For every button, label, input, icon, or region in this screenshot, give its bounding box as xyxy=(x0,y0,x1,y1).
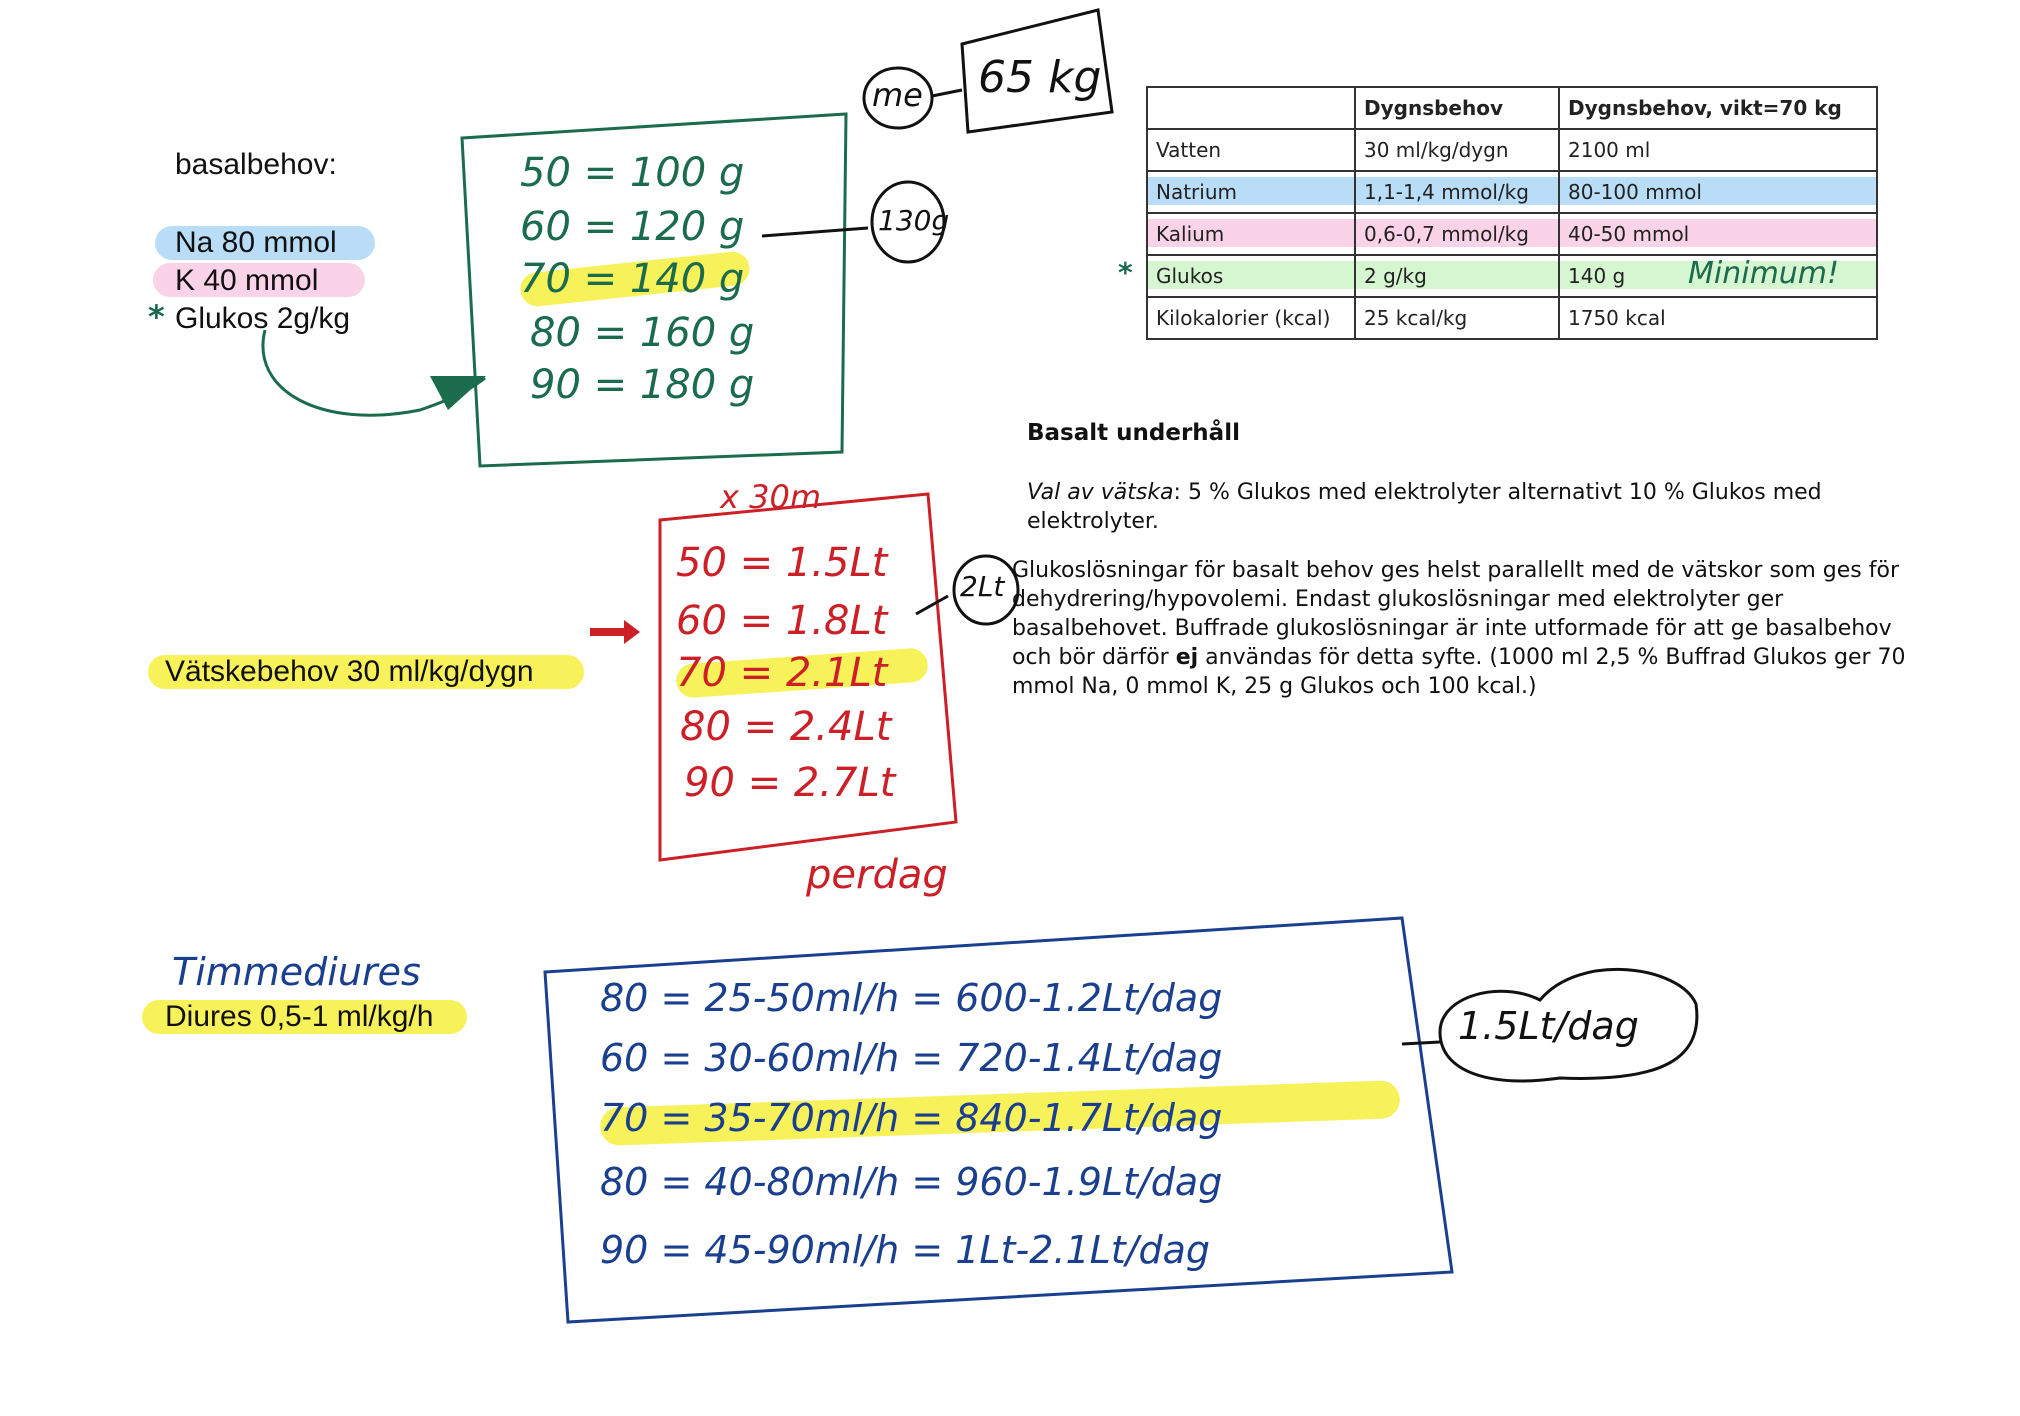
per-day-label: perdag xyxy=(806,852,948,898)
glucose-row: 70 = 140 g xyxy=(520,256,745,302)
glucose-circle-note: 130g xyxy=(878,204,950,237)
fluid-multiplier: x 30m xyxy=(720,478,821,516)
table-header-row xyxy=(1147,87,1877,129)
me-label: me xyxy=(872,76,923,114)
table-cell: 0,6-0,7 mmol/kg xyxy=(1355,213,1559,255)
table-row xyxy=(1147,129,1877,171)
k-text: K 40 mmol xyxy=(175,264,319,297)
table-cell: Natrium xyxy=(1147,171,1355,213)
table-cell: Vatten xyxy=(1147,129,1355,171)
diuresis-connector xyxy=(1402,1042,1440,1044)
table-row xyxy=(1147,297,1877,339)
table-row xyxy=(1147,213,1877,255)
glucose-row: 80 = 160 g xyxy=(530,310,755,356)
diuresis-handwritten-heading: Timmediures xyxy=(172,950,421,994)
fluid-need-text: Vätskebehov 30 ml/kg/dygn xyxy=(165,655,534,688)
glucose-connector xyxy=(762,228,868,236)
table-cell: 30 ml/kg/dygn xyxy=(1355,129,1559,171)
table-cell: 1,1-1,4 mmol/kg xyxy=(1355,171,1559,213)
diuresis-row: 80 = 25-50ml/h = 600-1.2Lt/dag xyxy=(600,976,1223,1020)
basalt-heading: Basalt underhåll xyxy=(1027,420,1240,446)
basal-heading: basalbehov: xyxy=(175,148,337,181)
table-header-cell xyxy=(1147,87,1355,129)
table-cell: Kalium xyxy=(1147,213,1355,255)
table-cell: 140 g xyxy=(1559,255,1877,297)
fluid-row: 50 = 1.5Lt xyxy=(676,540,888,586)
na-text: Na 80 mmol xyxy=(175,226,337,259)
table-cell: 80-100 mmol xyxy=(1559,171,1877,213)
reference-table xyxy=(1146,86,1878,340)
basalt-val-line: Val av vätska: 5 % Glukos med elektrolyter alternativt 10 % Glukos med xyxy=(1027,480,1822,505)
glucose-row: 50 = 100 g xyxy=(520,150,745,196)
table-cell: 25 kcal/kg xyxy=(1355,297,1559,339)
fluid-arrow-head xyxy=(624,620,640,644)
fluid-circle-note: 2Lt xyxy=(960,570,1005,603)
diuresis-row: 60 = 30-60ml/h = 720-1.4Lt/dag xyxy=(600,1036,1223,1080)
me-weight: 65 kg xyxy=(978,52,1102,103)
table-cell: 1750 kcal xyxy=(1559,297,1877,339)
table-header-cell: Dygnsbehov xyxy=(1355,87,1559,129)
diuresis-circle-note: 1.5Lt/dag xyxy=(1458,1004,1639,1048)
table-row xyxy=(1147,171,1877,213)
diuresis-row: 80 = 40-80ml/h = 960-1.9Lt/dag xyxy=(600,1160,1223,1204)
glucose-row: 60 = 120 g xyxy=(520,204,745,250)
table-cell: 40-50 mmol xyxy=(1559,213,1877,255)
fluid-row: 80 = 2.4Lt xyxy=(680,704,892,750)
me-connector xyxy=(932,90,962,96)
table-cell: 2100 ml xyxy=(1559,129,1877,171)
table-cell: Glukos xyxy=(1147,255,1355,297)
glucose-text: Glukos 2g/kg xyxy=(175,302,351,335)
table-header-cell: Dygnsbehov, vikt=70 kg xyxy=(1559,87,1877,129)
fluid-row: 60 = 1.8Lt xyxy=(676,598,888,644)
minimum-note: Minimum! xyxy=(1688,256,1840,291)
diuresis-text: Diures 0,5-1 ml/kg/h xyxy=(165,1000,434,1033)
basalt-paragraph: Glukoslösningar för basalt behov ges helst parallellt med de vätskor som ges för dehydrering/hypovolemi. Endast glukoslösningar med elektrolyter ger basalbehovet. Buffrade glukoslösningar är inte utformade för att ge basalbehov och bör därför ej användas för detta syfte. (1000 ml 2,5 % Buffrad Glukos ger 70 mmol Na, 0 mmol K, 25 g Glukos och 100 kcal.) xyxy=(1012,558,1906,699)
fluid-row: 90 = 2.7Lt xyxy=(684,760,896,806)
diuresis-row: 70 = 35-70ml/h = 840-1.7Lt/dag xyxy=(600,1096,1223,1140)
fluid-connector xyxy=(916,596,948,614)
fluid-row: 70 = 2.1Lt xyxy=(676,650,888,696)
glucose-star-mark: * xyxy=(148,298,165,336)
table-glucose-star: * xyxy=(1118,256,1133,289)
glucose-row: 90 = 180 g xyxy=(530,362,755,408)
table-cell: 2 g/kg xyxy=(1355,255,1559,297)
basalt-val-line2: elektrolyter. xyxy=(1027,509,1159,534)
table-cell: Kilokalorier (kcal) xyxy=(1147,297,1355,339)
diuresis-row: 90 = 45-90ml/h = 1Lt-2.1Lt/dag xyxy=(600,1228,1211,1272)
